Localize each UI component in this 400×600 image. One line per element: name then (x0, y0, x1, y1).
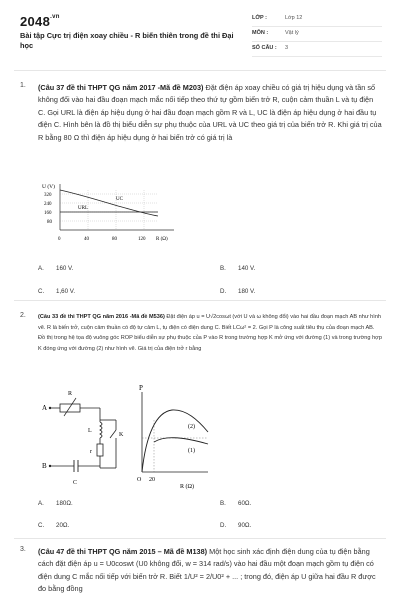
page-header (0, 0, 400, 62)
option-d[interactable]: D. 180 V. (220, 288, 256, 295)
graph-p-vs-r (132, 380, 212, 495)
question-text (38, 82, 382, 144)
meta-value: Vật lý (285, 30, 299, 36)
site-logo[interactable] (20, 14, 60, 29)
meta-key: LỚP : (252, 15, 267, 21)
option-b[interactable]: B. 60Ω. (220, 500, 252, 507)
meta-value: 3 (285, 45, 289, 51)
y-tick: 320 (44, 193, 52, 198)
curve-label: URL (78, 206, 88, 211)
question-number: 3. (20, 546, 26, 553)
label-r: r (90, 449, 92, 455)
question-number: 2. (20, 312, 26, 319)
axis-label-p: P (139, 384, 143, 392)
label-r-variable: R (68, 391, 73, 397)
meta-key: SỐ CÂU : (252, 45, 277, 51)
question-number: 1. (20, 82, 26, 89)
label-c: C (73, 480, 78, 486)
question-heading: (Câu 33 đề thi THPT QG năm 2016 -Mã đề M536) (38, 314, 165, 320)
question-body: Đặt điện áp u = U√2cosωt (với U và ω không đổi) vào hai đầu đoạn mạch AB như hình vẽ. R là biến trở, cuộn cảm thuần có độ tự cảm L, tụ điện có điện dung C. Biết LCω² = 2. Gọi P là công suất tiêu thụ của đoạn mạch AB. Đồ thị trong hệ tọa độ vuông góc ROP biểu diễn sự phụ thuộc của P vào R trong trường hợp K mở ứng với đường (1) và trong trường hợp K đóng ứng với đường (2) như hình vẽ. Giá trị của điện trở r bằng (38, 314, 382, 353)
node-b: B (42, 462, 47, 470)
question-body: Một học sinh xác định điện dung của tụ điện bằng cách đặt điện áp u = U0coswt (U0 không đổi, w = 314 rad/s) vào hai đầu một đoạn mạch gồm tụ điện có điện dung C mắc nối tiếp với biến trở R. Biết 1/U² = 2/U0² + ... ; trong đó, điện áp U giữa hai đầu R được đo bằng đồng (38, 547, 376, 594)
x-axis-label: R (Ω) (156, 237, 168, 242)
circuit-diagram (38, 380, 138, 495)
question-text (38, 312, 382, 355)
tick-20: 20 (149, 477, 155, 483)
option-c[interactable]: C. 1,60 V. (38, 288, 76, 295)
y-tick: 80 (47, 220, 52, 225)
curve-label: (2) (188, 424, 195, 430)
graph-u-vs-r (38, 180, 178, 246)
label-k: K (119, 432, 124, 438)
x-tick: 80 (112, 237, 117, 242)
curve-label: UC (116, 197, 123, 202)
meta-row-class (252, 14, 382, 27)
question-heading: (Câu 37 đề thi THPT QG năm 2017 -Mã đề M203) (38, 83, 204, 92)
option-d[interactable]: D. 90Ω. (220, 522, 252, 529)
question-text (38, 546, 382, 596)
option-a[interactable]: A. 180Ω. (38, 500, 73, 507)
x-tick: 0 (58, 237, 61, 242)
y-tick: 160 (44, 211, 52, 216)
meta-key: MÔN : (252, 30, 269, 36)
option-a[interactable]: A. 160 V. (38, 265, 74, 272)
meta-value: Lớp 12 (285, 15, 303, 21)
y-tick: 240 (44, 202, 52, 207)
label-l: L (88, 428, 92, 434)
curve-label: (1) (188, 448, 195, 454)
logo-main: 2048 (20, 14, 51, 29)
document-title: Bài tập Cực trị điện xoay chiều - R biến thiên trong đề thi Đại học (20, 31, 234, 50)
option-b[interactable]: B. 140 V. (220, 265, 256, 272)
x-tick: 40 (84, 237, 89, 242)
node-a: A (42, 404, 48, 412)
question-body: Đặt điện áp xoay chiều có giá trị hiệu dụng và tần số không đổi vào hai đầu đoạn mạch mắc nối tiếp theo thứ tự gồm biến trở R, cuộn cảm thuần L và tụ điện C. Gọi URL là điện áp hiệu dụng ở hai đầu đoạn mạch gồm R và L, UC là điện áp hiệu dụng ở hai đầu tụ điện C. Hình bên là đồ thị biểu diễn sự phụ thuộc của URL và UC theo giá trị của biến trở R. Khi giá trị của R bằng 80 Ω thì điện áp hiệu dụng ở hai biến trở có giá trị là (38, 83, 382, 142)
x-tick: 120 (138, 237, 146, 242)
curve-1 (154, 438, 208, 444)
header-divider (14, 70, 386, 71)
axis-label-r: R (Ω) (180, 484, 194, 490)
question-heading: (Câu 47 đề thi THPT QG năm 2015 – Mã đề M138) (38, 547, 208, 556)
y-axis-label: U (V) (42, 184, 55, 190)
meta-row-count (252, 44, 382, 57)
question-1 (20, 82, 384, 295)
origin-label: O (137, 477, 142, 483)
meta-row-subject (252, 29, 382, 42)
question-3 (20, 546, 384, 600)
option-c[interactable]: C. 20Ω. (38, 522, 70, 529)
question-divider (14, 538, 386, 539)
logo-suffix: .vn (50, 14, 60, 20)
question-2 (20, 312, 384, 532)
question-divider (14, 300, 386, 301)
